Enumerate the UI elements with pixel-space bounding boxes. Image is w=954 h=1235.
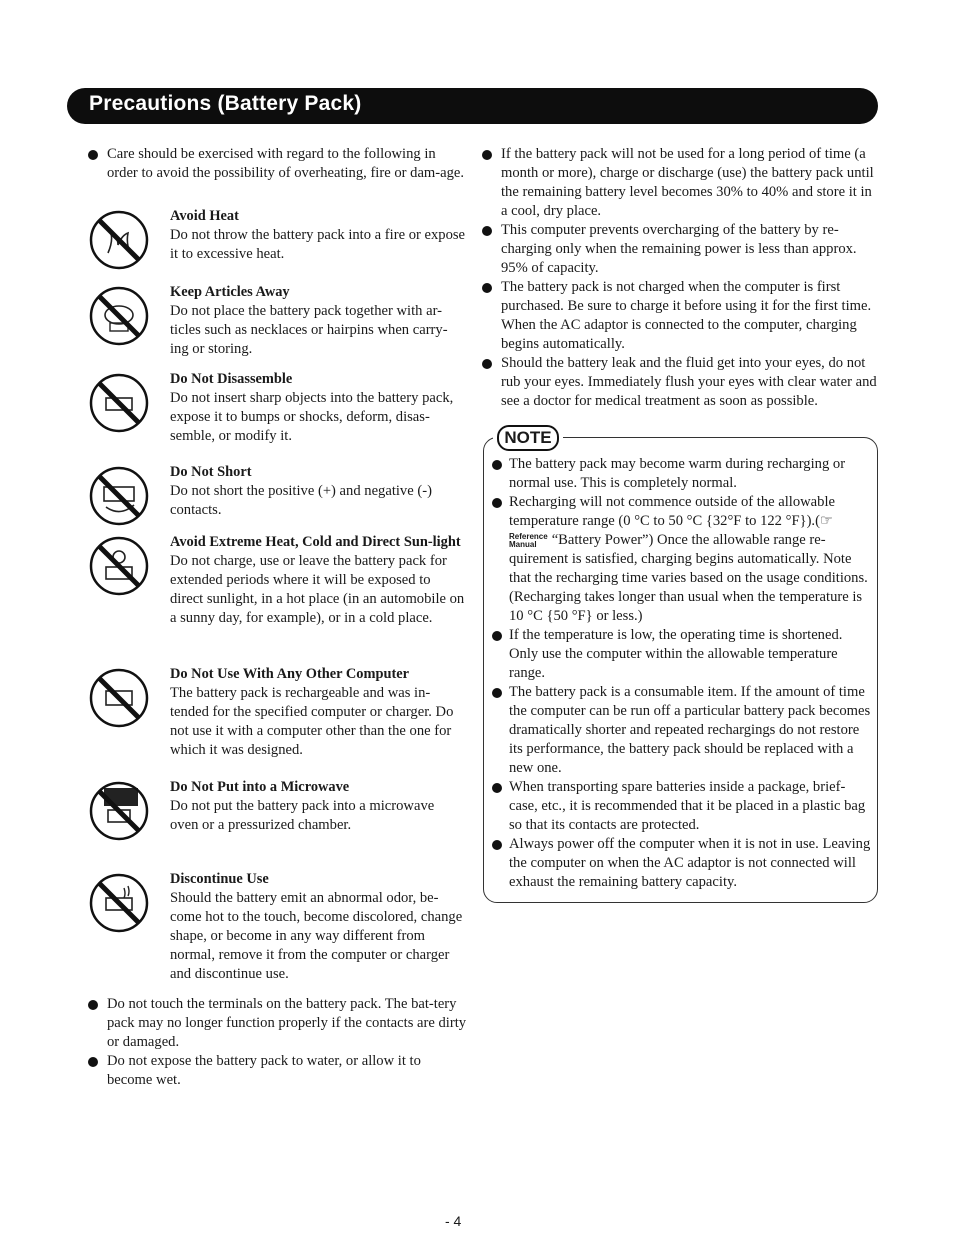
note-tag	[493, 423, 563, 451]
intro-bullet	[86, 145, 467, 183]
right-bullet	[480, 221, 878, 278]
bullet-text: The battery pack is a consumable item. If the amount of time the computer can be run off a particular battery pack becomes dramatically shorter and repeated rechargings do not restore its performance, the battery pack should be replaced with a new one.	[509, 684, 871, 776]
precaution-heading: Do Not Put into a Microwave	[170, 779, 350, 795]
precaution-heading: Avoid Heat	[170, 208, 239, 224]
bullet-text: If the battery pack will not be used for a long period of time (a month or more), charge or discharge (use) the battery pack until the remaining battery level becomes 30% to 40% and store it in a cool, dry place.	[501, 146, 874, 219]
precaution-text	[170, 665, 466, 760]
no-necklace-icon	[88, 285, 150, 347]
note-bullet	[490, 778, 872, 835]
precaution-heading: Do Not Disassemble	[170, 371, 293, 387]
precaution-body: Should the battery emit an abnormal odor, be-come hot to the touch, become discolored, change shape, or become in any way different from normal, remove it from the computer or charger and discontinue use.	[170, 890, 463, 982]
bullet-dot	[88, 1057, 98, 1067]
bullet-dot	[482, 226, 492, 236]
reference-label: Reference	[509, 531, 548, 541]
precaution-body: The battery pack is rechargeable and was in-tended for the specified computer or charger. Do not use it with a computer other than the one for which it was designed.	[170, 685, 454, 758]
note-bullet	[490, 683, 872, 778]
bullet-dot	[492, 631, 502, 641]
precaution-body: Do not place the battery pack together with ar-ticles such as necklaces or hairpins when carry-ing or storing.	[170, 303, 448, 357]
precaution-text	[170, 870, 466, 984]
right-column	[480, 145, 878, 411]
right-bullet	[480, 145, 878, 221]
note-bullet	[490, 455, 872, 493]
precaution-body: Do not put the battery pack into a microwave oven or a pressurized chamber.	[170, 798, 435, 833]
bullet-dot	[88, 150, 98, 160]
bullet-dot	[482, 359, 492, 369]
precaution-body: Do not insert sharp objects into the battery pack, expose it to bumps or shocks, deform, disas-semble, or modify it.	[170, 390, 454, 444]
left-column	[86, 145, 468, 1088]
no-fire-icon	[88, 209, 150, 271]
bullet-text: Do not touch the terminals on the battery pack. The bat-tery pack may no longer function properly if the contacts are dirty or damaged.	[107, 996, 467, 1050]
bullet-text: If the temperature is low, the operating time is shortened. Only use the computer within the allowable temperature range.	[509, 627, 843, 681]
no-other-computer-icon	[88, 667, 150, 729]
precaution-heading: Keep Articles Away	[170, 284, 290, 300]
bullet-dot	[492, 783, 502, 793]
bullet-dot	[492, 688, 502, 698]
precaution-text	[170, 370, 466, 446]
precaution-text	[170, 533, 466, 628]
page-title: Precautions (Battery Pack)	[89, 92, 362, 115]
precaution-text	[170, 207, 466, 264]
manual-label: Manual	[509, 539, 537, 549]
bullet-text: Do not expose the battery pack to water, or allow it to become wet.	[107, 1053, 421, 1088]
no-sun-icon	[88, 535, 150, 597]
bullet-text: “Battery Power”) Once the allowable range re-quirement is satisfied, charging begins automatically. Note that the recharging time varies based on the usage conditions. (Recharging takes longer than usual when the temperature is 10 °C {50 °F} or less.)	[509, 532, 868, 624]
section-header	[67, 88, 878, 124]
note-bullet	[490, 626, 872, 683]
bullet-dot	[492, 460, 502, 470]
note-bullet	[490, 835, 872, 892]
bullet-text: Recharging will not commence outside of the allowable temperature range (0 °C to 50 °C {32°F to 122 °F}).(☞	[509, 494, 835, 529]
no-short-icon	[88, 465, 150, 527]
note-list	[490, 455, 872, 892]
bullet-text: Always power off the computer when it is not in use. Leaving the computer on when the AC adaptor is not connected will exhaust the remaining battery capacity.	[509, 836, 871, 890]
bottom-bullet	[86, 1052, 468, 1090]
discontinue-icon	[88, 872, 150, 934]
bullet-dot	[492, 840, 502, 850]
bullet-text: This computer prevents overcharging of the battery by re-charging only when the remaining power is less than approx. 95% of capacity.	[501, 222, 857, 276]
reference-manual-badge[interactable]	[509, 533, 548, 549]
page-number: - 4	[445, 1213, 462, 1229]
precaution-body: Do not charge, use or leave the battery pack for extended periods where it will be exposed to direct sunlight, in a hot place (in an automobile on a sunny day, for example), or in a cold place.	[170, 553, 465, 626]
precaution-text	[170, 463, 466, 520]
bullet-dot	[88, 1000, 98, 1010]
bullet-dot	[492, 498, 502, 508]
precaution-text	[170, 283, 466, 359]
bullet-text: The battery pack is not charged when the computer is first purchased. Be sure to charge it before using it for the first time. When the AC adaptor is connected to the computer, charging begins automatically.	[501, 279, 872, 352]
precaution-body: Do not throw the battery pack into a fire or expose it to excessive heat.	[170, 227, 466, 262]
precaution-heading: Avoid Extreme Heat, Cold and Direct Sun-light	[170, 534, 461, 550]
bullet-dot	[482, 283, 492, 293]
right-bullet	[480, 278, 878, 354]
precaution-text	[170, 778, 466, 835]
bullet-text: When transporting spare batteries inside a package, brief-case, etc., it is recommended that it be placed in a plastic bag so that its contacts are protected.	[509, 779, 866, 833]
precaution-body: Do not short the positive (+) and negative (-) contacts.	[170, 483, 432, 518]
precaution-heading: Discontinue Use	[170, 871, 269, 887]
bullet-text: The battery pack may become warm during recharging or normal use. This is completely normal.	[509, 456, 846, 491]
bottom-bullet	[86, 995, 468, 1052]
intro-text: Care should be exercised with regard to the following in order to avoid the possibility of overheating, fire or dam-age.	[107, 146, 465, 181]
note-bullet	[490, 493, 872, 626]
bullet-text: Should the battery leak and the fluid get into your eyes, do not rub your eyes. Immediately flush your eyes with clear water and see a doctor for medical treatment as soon as possible.	[501, 355, 877, 409]
precaution-heading: Do Not Use With Any Other Computer	[170, 666, 410, 682]
bullet-dot	[482, 150, 492, 160]
right-bullet	[480, 354, 878, 411]
note-label: NOTE	[497, 425, 559, 451]
no-microwave-icon	[88, 780, 150, 842]
precaution-heading: Do Not Short	[170, 464, 252, 480]
no-disassemble-icon	[88, 372, 150, 434]
